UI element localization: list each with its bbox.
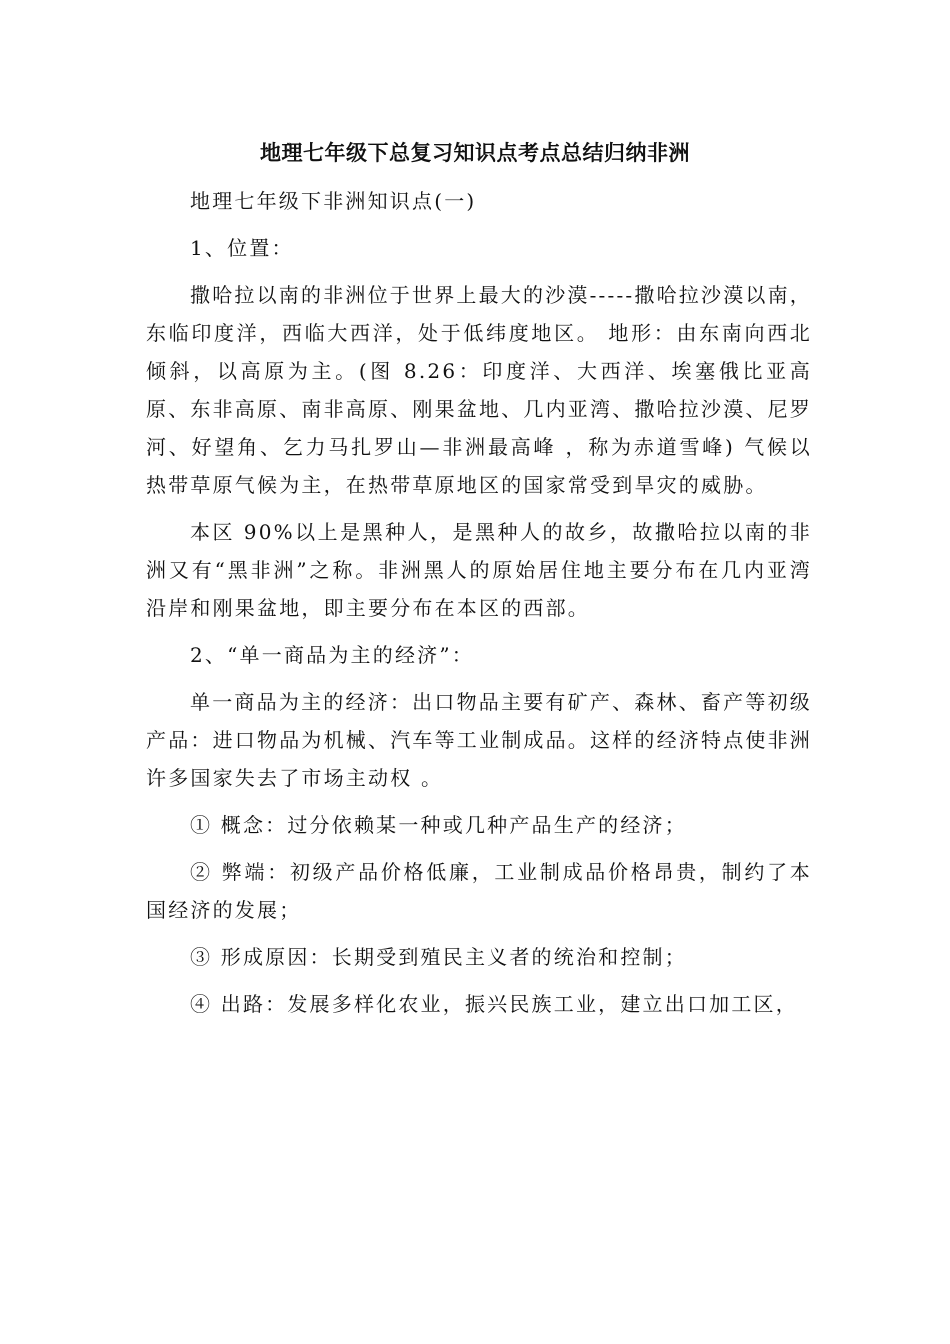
paragraph-population: 本区 90%以上是黑种人，是黑种人的故乡，故撒哈拉以南的非洲又有“黑非洲”之称。非洲黑人的原始居住地主要分布在几内亚湾沿岸和刚果盆地，即主要分布在本区的西部。 [146,520,812,620]
document-title: 地理七年级下总复习知识点考点总结归纳非洲 [260,141,690,165]
subsection-heading-location: 1、位置： [190,236,294,260]
paragraph-location-terrain-climate: 撒哈拉以南的非洲位于世界上最大的沙漠-----撒哈拉沙漠以南，东临印度洋，西临大西洋，处于低纬度地区。 地形：由东南向西北倾斜，以高原为主。(图 8.26：印度洋、大西洋、埃塞俄比亚高原、东非高原、南非高原、刚果盆地、几内亚湾、撒哈拉沙漠、尼罗河、好望角、乞力马扎罗山—非洲最高峰 ，称为赤道雪峰) 气候以热带草原气候为主，在热带草原地区的国家常受到旱灾的威胁。 [146,283,812,497]
section-heading: 地理七年级下非洲知识点(一) [190,189,477,213]
list-item-causes: ③ 形成原因：长期受到殖民主义者的统治和控制； [190,945,687,969]
subsection-heading-economy: 2、“单一商品为主的经济”： [190,643,474,667]
document-body [146,182,812,1023]
list-item-drawbacks: ② 弊端：初级产品价格低廉，工业制成品价格昂贵，制约了本国经济的发展； [146,860,812,922]
list-item-concept: ① 概念：过分依赖某一种或几种产品生产的经济； [190,813,687,837]
paragraph-single-commodity-economy: 单一商品为主的经济：出口物品主要有矿产、森林、畜产等初级产品：进口物品为机械、汽车等工业制成品。这样的经济特点使非洲许多国家失去了市场主动权 。 [146,690,812,790]
list-item-solutions: ④ 出路：发展多样化农业，振兴民族工业，建立出口加工区， [190,992,798,1016]
